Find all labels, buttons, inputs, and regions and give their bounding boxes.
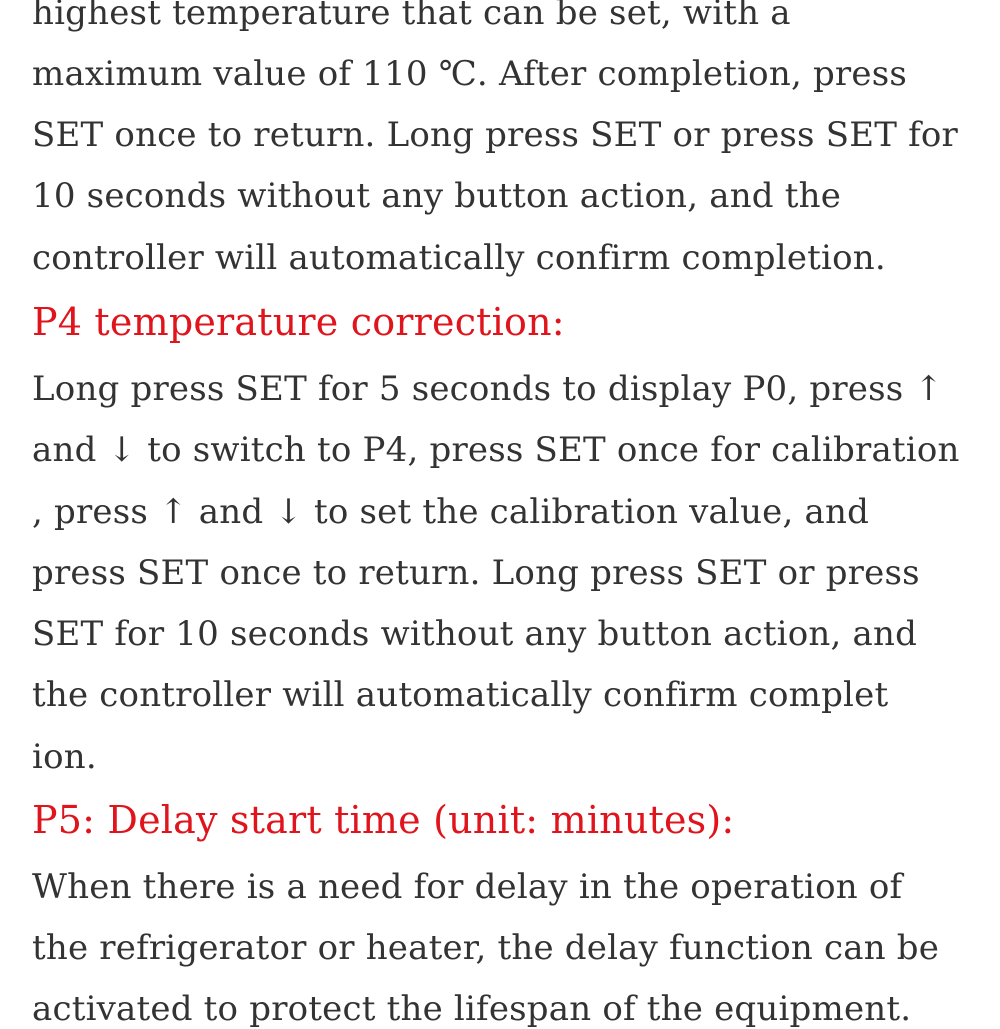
p4-text-line-5: SET for 10 seconds without any button action, and	[32, 614, 918, 654]
p4-text-line-2: and ↓ to switch to P4, press SET once for calibration	[32, 430, 960, 470]
p3-text-line-1: highest temperature that can be set, with a	[32, 0, 791, 33]
p3-text-line-3: SET once to return. Long press SET or press SET for	[32, 115, 959, 155]
p4-heading: P4 temperature correction:	[32, 300, 565, 344]
p3-text-line-2: maximum value of 110 ℃. After completion, press	[32, 54, 907, 94]
p4-text-line-7: ion.	[32, 737, 97, 777]
p4-text-line-3: , press ↑ and ↓ to set the calibration value, and	[32, 492, 870, 532]
p3-text-line-5: controller will automatically confirm completion.	[32, 238, 886, 278]
p5-text-line-2: the refrigerator or heater, the delay function can be	[32, 928, 940, 968]
p4-text-line-4: press SET once to return. Long press SET or press	[32, 553, 920, 593]
p5-heading: P5: Delay start time (unit: minutes):	[32, 798, 735, 842]
p4-text-line-1: Long press SET for 5 seconds to display P0, press ↑	[32, 369, 944, 409]
p3-text-line-4: 10 seconds without any button action, and the	[32, 176, 842, 216]
p5-text-line-1: When there is a need for delay in the operation of	[32, 867, 903, 907]
p4-text-line-6: the controller will automatically confirm complet	[32, 675, 889, 715]
p5-text-line-3: activated to protect the lifespan of the equipment.	[32, 989, 912, 1029]
